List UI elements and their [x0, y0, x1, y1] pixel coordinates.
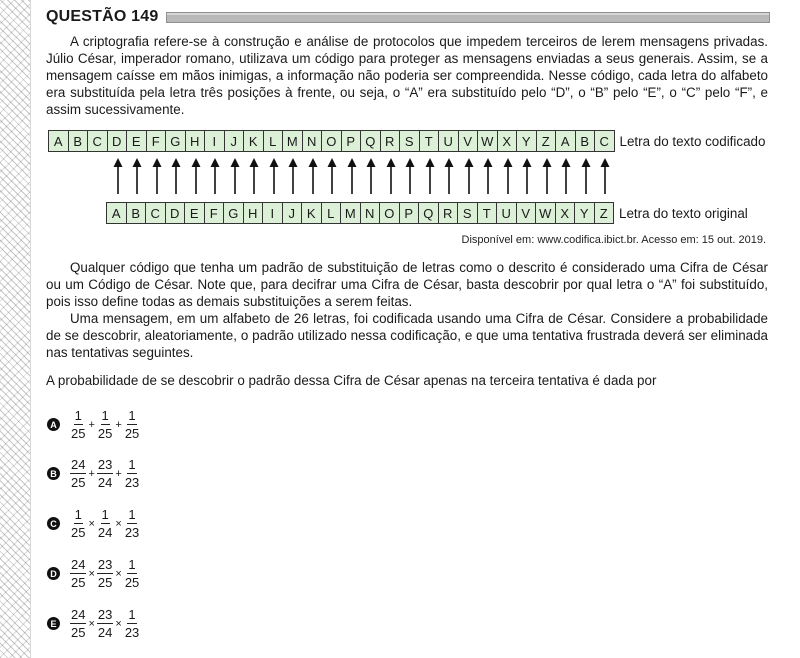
denominator: 25 — [71, 426, 86, 441]
original-letter-cell: F — [205, 203, 225, 223]
coded-letters-row — [48, 130, 765, 152]
coded-letter-cell: F — [147, 131, 167, 151]
coded-letter-cell: Y — [517, 131, 537, 151]
fraction — [70, 457, 86, 490]
numerator: 23 — [97, 607, 113, 622]
question-prompt: A probabilidade de se descobrir o padrão dessa Cifra de César apenas na terceira tentativa é dada por — [46, 373, 657, 388]
numerator: 23 — [97, 557, 113, 572]
coded-letter-cell: V — [459, 131, 479, 151]
original-letter-cell: J — [283, 203, 303, 223]
numerator: 1 — [128, 408, 136, 423]
coded-letter-cell: C — [599, 133, 609, 149]
coded-letter-cell: K — [244, 131, 264, 151]
denominator: 25 — [71, 625, 86, 640]
original-letter-cell: U — [497, 203, 517, 223]
coded-letter-cell: B — [576, 131, 596, 151]
original-letter-cell: N — [361, 203, 381, 223]
coded-letter-cell: A — [556, 131, 576, 151]
intro-paragraph: A criptografia refere-se à construção e análise de protocolos que impedem terceiros de lerem mensagens privadas. Júlio César, imperador romano, utilizava um código para proteger as mensagens enviadas a seus generais. Assim, se a mensagem caísse em mãos inimigas, a informação não poderia ser compreendida. Nesse código, cada letra do alfabeto era substituída pela letra três posições à frente, ou seja, o “A” era substituído pelo “D”, o “B” pelo “E”, o “C” pelo “F”, e assim sucessivamente. — [46, 34, 768, 117]
original-letters-cells — [106, 202, 614, 224]
original-letter-cell: I — [263, 203, 283, 223]
arrow-up-icon — [264, 158, 284, 196]
coded-letter-cell: J — [225, 131, 245, 151]
arrow-up-icon — [518, 158, 538, 196]
question-title: QUESTÃO 149 — [46, 8, 159, 25]
denominator: 25 — [124, 575, 140, 590]
arrow-up-icon — [557, 158, 577, 196]
numerator: 24 — [71, 557, 86, 572]
arrow-up-icon — [128, 158, 148, 196]
option-letter-badge: A — [47, 418, 60, 431]
operator: × — [88, 617, 95, 630]
denominator: 23 — [124, 475, 140, 490]
arrow-up-icon — [167, 158, 187, 196]
denominator: 25 — [71, 525, 86, 540]
option-e[interactable] — [47, 607, 140, 640]
numerator: 1 — [101, 408, 109, 423]
option-b[interactable] — [47, 457, 140, 490]
fraction — [70, 408, 86, 441]
arrow-up-icon — [362, 158, 382, 196]
operator: + — [115, 418, 122, 431]
original-letter-cell: H — [244, 203, 264, 223]
arrow-up-icon — [596, 158, 616, 196]
coded-letter-cell: S — [400, 131, 420, 151]
operator: × — [88, 567, 95, 580]
fraction — [124, 607, 140, 640]
arrow-up-icon — [206, 158, 226, 196]
fraction — [70, 507, 86, 540]
coded-letter-cell: Q — [361, 131, 381, 151]
question-header — [46, 6, 770, 28]
original-letter-cell: C — [146, 203, 166, 223]
operator: + — [88, 418, 95, 431]
operator: + — [115, 467, 122, 480]
numerator: 24 — [71, 607, 86, 622]
original-letter-cell: L — [322, 203, 342, 223]
fraction — [124, 507, 140, 540]
fraction — [97, 408, 113, 441]
operator: × — [88, 517, 95, 530]
arrow-up-icon — [245, 158, 265, 196]
coded-letter-cell: U — [439, 131, 459, 151]
option-a[interactable] — [47, 408, 140, 441]
denominator: 25 — [97, 575, 113, 590]
original-letter-cell: M — [341, 203, 361, 223]
coded-letter-cell: M — [283, 131, 303, 151]
coded-letter-cell: R — [381, 131, 401, 151]
denominator: 24 — [97, 525, 113, 540]
coded-letter-cell: Z — [537, 131, 557, 151]
option-letter-badge: D — [47, 567, 60, 580]
option-c[interactable] — [47, 507, 140, 540]
numerator: 1 — [128, 507, 136, 522]
fraction — [124, 457, 140, 490]
original-letter-cell: G — [224, 203, 244, 223]
numerator: 1 — [128, 557, 136, 572]
denominator: 23 — [124, 525, 140, 540]
original-letter-cell: W — [536, 203, 556, 223]
arrow-up-icon — [537, 158, 557, 196]
fraction — [97, 457, 113, 490]
denominator: 25 — [71, 475, 86, 490]
numerator: 1 — [128, 607, 136, 622]
operator: × — [115, 517, 122, 530]
coded-letter-cell: O — [322, 131, 342, 151]
option-letter-badge: B — [47, 467, 60, 480]
arrow-up-icon — [381, 158, 401, 196]
substitution-arrows — [108, 158, 615, 196]
denominator: 24 — [97, 475, 113, 490]
original-row-label: Letra do texto original — [619, 205, 748, 221]
arrow-up-icon — [323, 158, 343, 196]
arrow-up-icon — [401, 158, 421, 196]
coded-letters-cells — [48, 130, 615, 152]
arrow-up-icon — [108, 158, 128, 196]
numerator: 24 — [71, 457, 86, 472]
paragraph-cifra-definition: Qualquer código que tenha um padrão de substituição de letras como o descrito é considerado uma Cifra de César ou um Código de César. Note que, para decifrar uma Cifra de César, basta descobrir por qual letra o “A” foi substituído, pois isso define todas as demais substituições a serem feitas. — [46, 260, 768, 309]
coded-letter-cell: P — [342, 131, 362, 151]
coded-letter-cell: B — [69, 131, 89, 151]
operator: × — [115, 567, 122, 580]
original-letter-cell: S — [458, 203, 478, 223]
coded-letter-cell: X — [498, 131, 518, 151]
arrow-up-icon — [225, 158, 245, 196]
numerator: 1 — [74, 507, 82, 522]
coded-letter-cell: N — [303, 131, 323, 151]
arrow-up-icon — [147, 158, 167, 196]
operator: + — [88, 467, 95, 480]
arrow-up-icon — [459, 158, 479, 196]
arrow-up-icon — [498, 158, 518, 196]
source-citation: Disponível em: www.codifica.ibict.br. Acesso em: 15 out. 2019. — [461, 234, 766, 246]
arrow-up-icon — [284, 158, 304, 196]
numerator: 23 — [97, 457, 113, 472]
original-letter-cell: P — [400, 203, 420, 223]
original-letters-row — [106, 202, 748, 224]
coded-letter-cell: T — [420, 131, 440, 151]
arrow-up-icon — [342, 158, 362, 196]
fraction — [97, 557, 113, 590]
coded-letter-cell: D — [108, 131, 128, 151]
arrow-up-icon — [420, 158, 440, 196]
original-letter-cell: T — [478, 203, 498, 223]
coded-letter-cell: A — [49, 131, 69, 151]
decorative-margin-pattern — [0, 0, 31, 658]
fraction — [97, 507, 113, 540]
coded-letter-cell: W — [478, 131, 498, 151]
numerator: 1 — [101, 507, 109, 522]
arrow-up-icon — [440, 158, 460, 196]
original-letter-cell: A — [107, 203, 127, 223]
original-letter-cell: Z — [599, 205, 608, 221]
original-letter-cell: Y — [575, 203, 595, 223]
coded-letter-cell: G — [166, 131, 186, 151]
coded-row-label: Letra do texto codificado — [619, 133, 766, 149]
denominator: 24 — [97, 625, 113, 640]
original-letter-cell: X — [556, 203, 576, 223]
coded-letter-cell: C — [88, 131, 108, 151]
original-letter-cell: V — [517, 203, 537, 223]
arrow-up-icon — [303, 158, 323, 196]
denominator: 25 — [97, 426, 113, 441]
arrow-up-icon — [186, 158, 206, 196]
fraction — [70, 607, 86, 640]
fraction — [70, 557, 86, 590]
denominator: 25 — [124, 426, 140, 441]
option-letter-badge: E — [47, 617, 60, 630]
paragraph-problem: Uma mensagem, em um alfabeto de 26 letras, foi codificada usando uma Cifra de César. Considere a probabilidade de se descobrir, aleatoriamente, o padrão utilizado nessa codificação, e que uma tentativa frustrada deverá ser eliminada nas tentativas seguintes. — [46, 311, 768, 360]
numerator: 1 — [74, 408, 82, 423]
fraction — [124, 557, 140, 590]
operator: × — [115, 617, 122, 630]
fraction — [97, 607, 113, 640]
original-letter-cell: R — [439, 203, 459, 223]
original-letter-cell: Q — [419, 203, 439, 223]
coded-letter-cell: E — [127, 131, 147, 151]
denominator: 23 — [124, 625, 140, 640]
coded-letter-cell: I — [205, 131, 225, 151]
original-letter-cell: B — [127, 203, 147, 223]
original-letter-cell: E — [185, 203, 205, 223]
header-bar — [166, 12, 770, 23]
arrow-up-icon — [479, 158, 499, 196]
denominator: 25 — [71, 575, 86, 590]
coded-letter-cell: H — [186, 131, 206, 151]
numerator: 1 — [128, 457, 136, 472]
fraction — [124, 408, 140, 441]
original-letter-cell: D — [166, 203, 186, 223]
coded-letter-cell: L — [264, 131, 284, 151]
option-d[interactable] — [47, 557, 140, 590]
option-letter-badge: C — [47, 517, 60, 530]
original-letter-cell: O — [380, 203, 400, 223]
arrow-up-icon — [576, 158, 596, 196]
original-letter-cell: K — [302, 203, 322, 223]
